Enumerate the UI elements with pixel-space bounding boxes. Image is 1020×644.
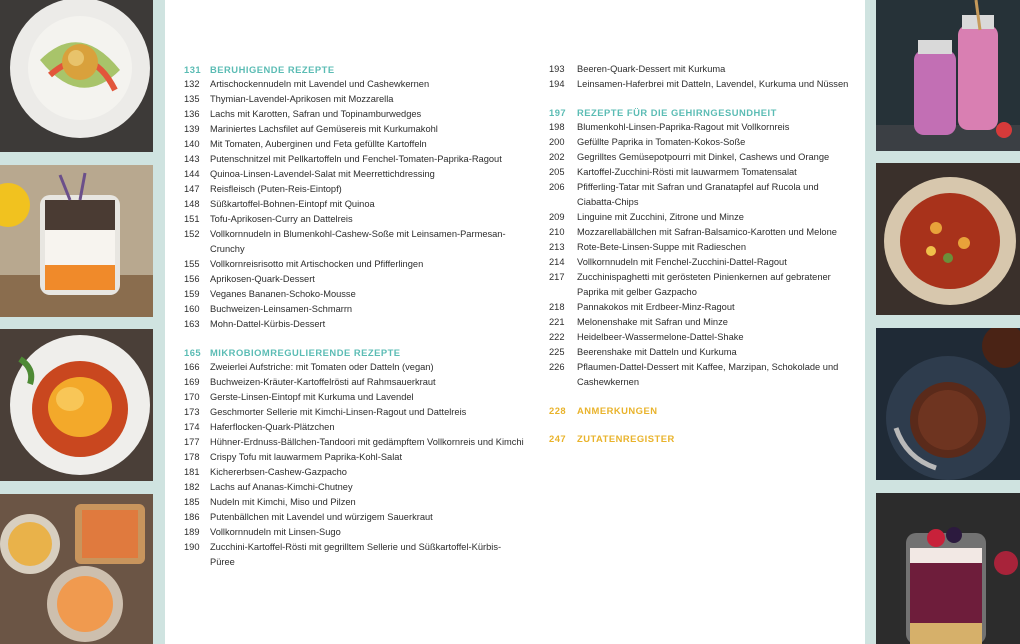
toc-entry[interactable] [184,465,524,480]
entry-title: Blumenkohl-Linsen-Paprika-Ragout mit Vollkornreis [577,122,790,132]
toc-entry[interactable] [549,150,849,165]
entry-title: Aprikosen-Quark-Dessert [210,274,315,284]
section-heading[interactable] [549,105,849,120]
entry-page-number: 205 [549,167,565,177]
photo-berry-smoothie-bottles [876,0,1020,151]
entry-page-number: 200 [549,137,565,147]
toc-entry[interactable] [184,167,524,182]
left-photo-strip [0,0,165,644]
toc-column-2 [549,62,849,446]
entry-page-number: 193 [549,64,565,74]
entry-page-number: 202 [549,152,565,162]
toc-entry[interactable] [549,240,849,255]
toc-entry[interactable] [184,450,524,465]
entry-page-number: 190 [184,542,200,552]
entry-page-number: 182 [184,482,200,492]
section-page-number: 197 [549,107,567,118]
section-page-number: 228 [549,405,567,416]
entry-page-number: 221 [549,317,565,327]
toc-entry[interactable] [184,287,524,302]
entry-page-number: 136 [184,109,200,119]
entry-title: Rote-Bete-Linsen-Suppe mit Radieschen [577,242,746,252]
photo-spread-jars-and-bread [0,494,153,644]
section-heading-notes[interactable] [549,403,849,418]
entry-title: Pflaumen-Dattel-Dessert mit Kaffee, Marzipan, Schokolade und Cashewkernen [577,362,839,387]
entry-title: Gegrilltes Gemüsepotpourri mit Dinkel, Cashews und Orange [577,152,830,162]
entry-title: Vollkornreisrisotto mit Artischocken und Pfifferlingen [210,259,424,269]
entry-page-number: 185 [184,497,200,507]
toc-entry[interactable] [184,390,524,405]
toc-entry[interactable] [549,135,849,150]
section-page-number: 131 [184,64,202,75]
toc-entry[interactable] [184,360,524,375]
entry-page-number: 173 [184,407,200,417]
toc-entry[interactable] [184,375,524,390]
entry-title: Crispy Tofu mit lauwarmem Paprika-Kohl-Salat [210,452,403,462]
photo-stuffed-pepper-plate [0,329,153,481]
entry-title: Tofu-Aprikosen-Curry an Dattelreis [210,214,353,224]
entry-page-number: 186 [184,512,200,522]
toc-entry[interactable] [549,120,849,135]
entry-title: Vollkornnudeln mit Linsen-Sugo [210,527,341,537]
entry-title: Putenschnitzel mit Pellkartoffeln und Fenchel-Tomaten-Paprika-Ragout [210,154,502,164]
entry-page-number: 189 [184,527,200,537]
entry-page-number: 151 [184,214,200,224]
toc-entry[interactable] [184,302,524,317]
entry-title: Gefüllte Paprika in Tomaten-Kokos-Soße [577,137,746,147]
entry-page-number: 226 [549,362,565,372]
entry-page-number: 160 [184,304,200,314]
entry-page-number: 194 [549,79,565,89]
toc-entry[interactable] [549,360,849,390]
toc-column-1 [184,62,524,570]
entry-title: Zucchini-Kartoffel-Rösti mit gegrilltem Sellerie und Süßkartoffel-Kürbis-Püree [210,542,502,567]
entry-title: Mit Tomaten, Auberginen und Feta gefüllte Kartoffeln [210,139,427,149]
toc-entry[interactable] [184,122,524,137]
entry-title: Hühner-Erdnuss-Bällchen-Tandoori mit gedämpftem Vollkornreis und Kimchi [210,437,524,447]
toc-entry[interactable] [549,225,849,240]
entry-title: Thymian-Lavendel-Aprikosen mit Mozzarella [210,94,394,104]
entry-page-number: 156 [184,274,200,284]
photo-ragout-in-paper-bowl [876,163,1020,315]
section-title: ANMERKUNGEN [577,405,658,416]
section-title: ZUTATENREGISTER [577,433,675,444]
section-heading-index[interactable] [549,431,849,446]
toc-entry[interactable] [184,405,524,420]
entry-page-number: 147 [184,184,200,194]
entry-page-number: 135 [184,94,200,104]
entry-title: Kartoffel-Zucchini-Rösti mit lauwarmem Tomatensalat [577,167,797,177]
section-title: REZEPTE FÜR DIE GEHIRNGESUNDHEIT [577,107,777,118]
entry-page-number: 163 [184,319,200,329]
section-entries [184,77,524,332]
entry-title: Mariniertes Lachsfilet auf Gemüsereis mit Kurkumakohl [210,124,438,134]
toc-section [184,62,524,332]
toc-entry[interactable] [184,480,524,495]
entry-title: Beeren-Quark-Dessert mit Kurkuma [577,64,726,74]
photo-chocolate-cream-bowl [876,328,1020,480]
entry-title: Artischockennudeln mit Lavendel und Cashewkernen [210,79,430,89]
entry-title: Buchweizen-Kräuter-Kartoffelrösti auf Rahmsauerkraut [210,377,436,387]
entry-title: Zweierlei Aufstriche: mit Tomaten oder Datteln (vegan) [210,362,434,372]
entry-title: Lachs auf Ananas-Kimchi-Chutney [210,482,353,492]
entry-title: Nudeln mit Kimchi, Miso und Pilzen [210,497,356,507]
entry-page-number: 152 [184,229,200,239]
entry-page-number: 213 [549,242,565,252]
entry-title: Putenbällchen mit Lavendel und würzigem Sauerkraut [210,512,433,522]
entry-page-number: 217 [549,272,565,282]
entry-page-number: 166 [184,362,200,372]
section-heading[interactable] [184,62,524,77]
toc-entry[interactable] [184,227,524,257]
toc-entry[interactable] [549,180,849,210]
section-page-number: 247 [549,433,567,444]
section-heading[interactable] [184,345,524,360]
toc-entry[interactable] [184,197,524,212]
entry-page-number: 140 [184,139,200,149]
toc-entry[interactable] [549,345,849,360]
toc-entry[interactable] [549,330,849,345]
section-page-number: 165 [184,347,202,358]
toc-entry[interactable] [184,137,524,152]
toc-entry[interactable] [184,317,524,332]
entry-title: Melonenshake mit Safran und Minze [577,317,728,327]
section-entries [184,360,524,570]
toc-entry[interactable] [184,525,524,540]
photo-zucchini-noodle-plate [0,0,153,152]
toc-entry[interactable] [184,77,524,92]
entry-title: Zucchinispaghetti mit gerösteten Pinienkernen auf gebratener Paprika mit gelber Gazpacho [577,272,831,297]
photo-lavender-apricot-jar [0,165,153,317]
entry-title: Quinoa-Linsen-Lavendel-Salat mit Meerrettichdressing [210,169,435,179]
entry-title: Lachs mit Karotten, Safran und Topinamburwedges [210,109,422,119]
entry-page-number: 214 [549,257,565,267]
entry-page-number: 155 [184,259,200,269]
entry-title: Linguine mit Zucchini, Zitrone und Minze [577,212,744,222]
entry-page-number: 181 [184,467,200,477]
entry-page-number: 198 [549,122,565,132]
toc-entry[interactable] [184,540,524,570]
toc-entry[interactable] [184,107,524,122]
entry-page-number: 144 [184,169,200,179]
toc-entry[interactable] [184,272,524,287]
toc-entry[interactable] [549,77,849,92]
entry-page-number: 206 [549,182,565,192]
toc-entry[interactable] [549,315,849,330]
entry-title: Vollkornnudeln mit Fenchel-Zucchini-Dattel-Ragout [577,257,787,267]
toc-section [549,105,849,390]
toc-section [184,345,524,570]
entry-page-number: 169 [184,377,200,387]
toc-entry[interactable] [184,92,524,107]
toc-entry[interactable] [549,270,849,300]
toc-entry[interactable] [184,212,524,227]
entry-page-number: 143 [184,154,200,164]
entry-page-number: 218 [549,302,565,312]
toc-entry[interactable] [184,152,524,167]
toc-entry[interactable] [549,255,849,270]
toc-entry[interactable] [549,210,849,225]
toc-entry[interactable] [549,62,849,77]
entry-title: Buchweizen-Leinsamen-Schmarrn [210,304,353,314]
entry-title: Pfifferling-Tatar mit Safran und Granatapfel auf Rucola und Ciabatta-Chips [577,182,819,207]
entry-page-number: 222 [549,332,565,342]
entry-title: Beerenshake mit Datteln und Kurkuma [577,347,737,357]
entry-title: Pannakokos mit Erdbeer-Minz-Ragout [577,302,735,312]
section-title: BERUHIGENDE REZEPTE [210,64,335,75]
entry-title: Heidelbeer-Wassermelone-Dattel-Shake [577,332,744,342]
entry-page-number: 210 [549,227,565,237]
entry-title: Gerste-Linsen-Eintopf mit Kurkuma und Lavendel [210,392,414,402]
right-photo-strip [865,0,1020,644]
entry-title: Kichererbsen-Cashew-Gazpacho [210,467,347,477]
entry-title: Leinsamen-Haferbrei mit Datteln, Lavendel, Kurkuma und Nüssen [577,79,849,89]
toc-entry[interactable] [549,300,849,315]
entry-page-number: 170 [184,392,200,402]
section-entries [549,120,849,390]
entry-page-number: 132 [184,79,200,89]
toc-entry[interactable] [184,182,524,197]
section-title: MIKROBIOMREGULIERENDE REZEPTE [210,347,401,358]
entry-page-number: 148 [184,199,200,209]
toc-entry[interactable] [184,420,524,435]
photo-berry-dessert-jar [876,493,1020,644]
entry-title: Süßkartoffel-Bohnen-Eintopf mit Quinoa [210,199,375,209]
entry-title: Reisfleisch (Puten-Reis-Eintopf) [210,184,342,194]
section-entries [549,62,849,92]
toc-entry[interactable] [184,257,524,272]
entry-page-number: 225 [549,347,565,357]
toc-entry[interactable] [184,495,524,510]
toc-entry[interactable] [184,510,524,525]
entry-title: Veganes Bananen-Schoko-Mousse [210,289,356,299]
entry-page-number: 177 [184,437,200,447]
entry-title: Haferflocken-Quark-Plätzchen [210,422,335,432]
entry-page-number: 139 [184,124,200,134]
entry-page-number: 159 [184,289,200,299]
entry-title: Vollkornnudeln in Blumenkohl-Cashew-Soße mit Leinsamen-Parmesan-Crunchy [210,229,506,254]
entry-title: Geschmorter Sellerie mit Kimchi-Linsen-Ragout und Dattelreis [210,407,467,417]
toc-entry[interactable] [184,435,524,450]
toc-entry[interactable] [549,165,849,180]
entry-title: Mozzarellabällchen mit Safran-Balsamico-Karotten und Melone [577,227,837,237]
entry-page-number: 178 [184,452,200,462]
entry-page-number: 209 [549,212,565,222]
entry-title: Mohn-Dattel-Kürbis-Dessert [210,319,326,329]
entry-page-number: 174 [184,422,200,432]
